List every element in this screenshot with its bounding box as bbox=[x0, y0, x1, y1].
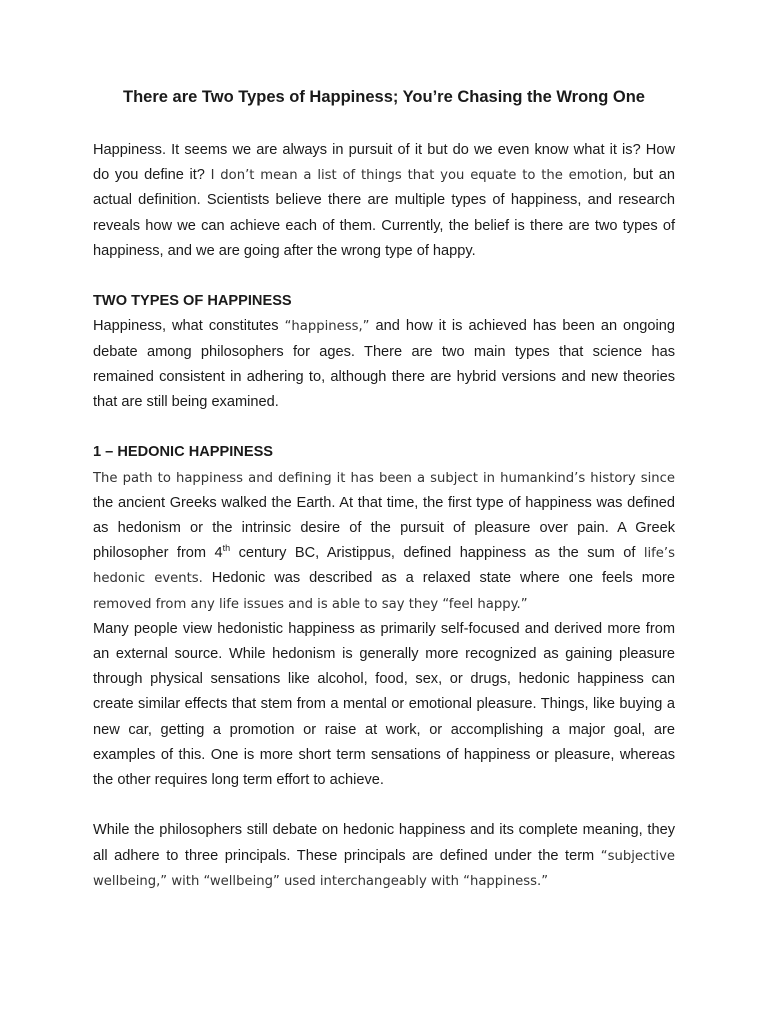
document-page bbox=[93, 86, 675, 894]
document-title: There are Two Types of Happiness; You’re Chasing the Wrong One bbox=[123, 88, 645, 106]
intro-text-3: but an actual definition. Scientists believe there are multiple types of happiness, and research reveals how we can achieve each of them. Currently, the belief is there are two types of happiness, and we are going after the wrong type of happy. bbox=[93, 167, 675, 259]
hedonic-p1-text-5: Hedonic was described as a relaxed state where one feels more bbox=[202, 570, 675, 587]
hedonic-p1-text-2: the ancient Greeks walked the Earth. At that time, the first type of happiness was defined as hedonism or the intrinsic desire of the pursuit of pleasure over pain. A Greek philosopher from 4 bbox=[93, 494, 675, 562]
section1-text-2: “happiness,” bbox=[284, 319, 370, 335]
section-heading-hedonic: 1 – HEDONIC HAPPINESS bbox=[93, 444, 274, 461]
hedonic-p3-text-1: While the philosophers still debate on hedonic happiness and its complete meaning, they all adhere to three principals. These principals are defined under the term bbox=[93, 822, 675, 864]
spacer bbox=[93, 264, 675, 289]
hedonic-paragraph-2: Many people view hedonistic happiness as primarily self-focused and derived more from an external source. While hedonism is generally more recognized as gaining pleasure through physical sensations like alcohol, food, sex, or drugs, hedonic happiness can create similar effects that stem from a mental or emotional pleasure. Things, like buying a new car, getting a promotion or raise at work, or accomplishing a major goal, are examples of this. One is more short term sensations of happiness or pleasure, whereas the other requires long term effort to achieve. bbox=[93, 620, 675, 789]
intro-paragraph bbox=[93, 138, 675, 264]
hedonic-p1-text-6: removed from any life issues and is able to say they “feel happy.” bbox=[93, 596, 528, 612]
intro-text-2: I don’t mean a list of things that you equate to the emotion, bbox=[210, 168, 628, 184]
section-two-types-paragraph bbox=[93, 314, 675, 415]
section1-text-3: and how it is achieved has been an ongoing debate among philosophers for ages. There are two main types that science has remained consistent in adhering to, although there are hybrid versions and new theories that are still being examined. bbox=[93, 318, 675, 411]
hedonic-paragraph-1 bbox=[93, 466, 675, 617]
hedonic-p1-text-4: life’s hedonic events. bbox=[93, 546, 675, 587]
spacer bbox=[93, 793, 675, 818]
section-heading-two-types: TWO TYPES OF HAPPINESS bbox=[93, 293, 292, 310]
hedonic-paragraph-3 bbox=[93, 818, 675, 894]
section1-text-1: Happiness, what constitutes bbox=[93, 318, 285, 335]
ordinal-suffix: th bbox=[222, 543, 231, 554]
spacer bbox=[93, 415, 675, 440]
intro-text-1: Happiness. It seems we are always in pursuit of it but do we even know what it is? How do you define it? bbox=[93, 142, 675, 184]
hedonic-p1-text-3: century BC, Aristippus, defined happiness as the sum of bbox=[230, 545, 644, 562]
hedonic-p3-text-2: “subjective wellbeing,” with “wellbeing” used interchangeably with “happiness.” bbox=[93, 848, 675, 889]
hedonic-p1-text-1: The path to happiness and defining it has been a subject in humankind’s history since bbox=[93, 470, 675, 486]
